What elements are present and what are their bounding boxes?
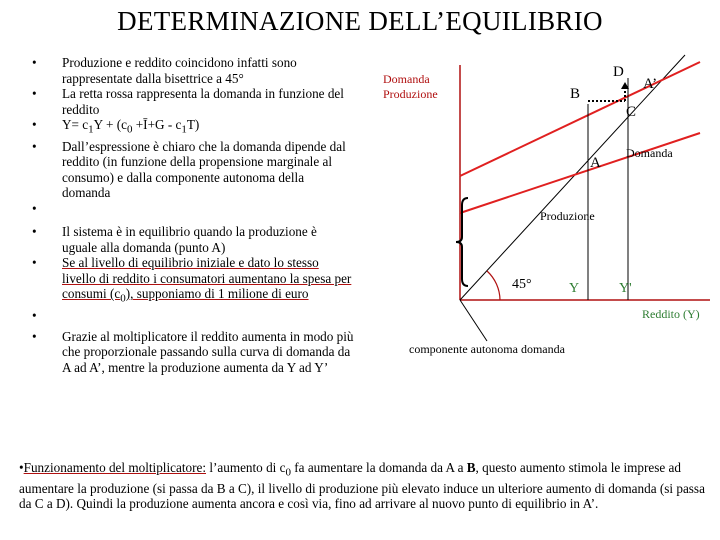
point-A-prime-label: A’: [643, 76, 658, 92]
bullet-item: • Dall’espressione è chiaro che la domanda dipende dal reddito (in funzione della propensione marginale al consumo) e dalla componente autonoma della domanda: [32, 139, 354, 201]
footer-bullet: •: [19, 460, 24, 475]
angle-arc: [487, 271, 500, 300]
page-title: DETERMINAZIONE DELL’EQUILIBRIO: [117, 6, 603, 36]
angle-label: 45°: [512, 277, 532, 292]
tick-label-Y-prime: Y': [619, 281, 632, 296]
bullet-item-formula: • $Y= c_1Y + (c_0$ +Ī+G - $c_1T$): [32, 117, 354, 138]
demand-line-initial: [460, 133, 700, 213]
bullet-item: • Produzione e reddito coincidono infatti sono rappresentate dalla bisettrice a 45°: [32, 55, 354, 86]
y-axis-label: Domanda: [383, 72, 430, 86]
point-A-label: A: [590, 155, 601, 171]
bullet-item: • Grazie al moltiplicatore il reddito aumenta in modo più che proporzionale passando sulla curva di domanda da A ad A’, mentre la produzione aumenta da Y ad Y’: [32, 329, 354, 376]
production-line-label: Produzione: [540, 209, 595, 223]
point-C-label: C: [626, 104, 637, 120]
autonomous-demand-label: componente autonoma domanda: [409, 342, 565, 356]
bullet-item-link[interactable]: • Se al livello di equilibrio iniziale e dato lo stesso livello di reddito i consumatori aumentano la spesa per consumi $(c_0)$, supponiamo di 1 milione di euro: [32, 255, 354, 307]
x-axis-label: Reddito (Y): [642, 307, 700, 321]
footer-lead[interactable]: Funzionamento del moltiplicatore:: [23, 460, 207, 475]
demand-line-label: Domanda: [626, 146, 673, 160]
y-axis-label-2: Produzione: [383, 87, 438, 101]
bullet-item: • La retta rossa rappresenta la domanda in funzione del reddito: [32, 86, 354, 117]
footer-paragraph: •Funzionamento del moltiplicatore: l’aumento di $c_0$ fa aumentare la domanda da A a B, questo aumento stimola le imprese ad aumentare la produzione (si passa da B a C), il livello di produzione più elevato induce un ulteriore aumento di domanda (si passa da C a D). Quindi la produzione aumenta ancora e così via, fino ad arrivare al nuovo punto di equilibrio in A’.: [19, 460, 705, 512]
tick-label-Y: Y: [569, 281, 580, 296]
point-D-label: D: [613, 64, 624, 80]
pointer-autonomous: [460, 300, 487, 341]
point-B-label: B: [570, 86, 581, 102]
bullet-item: • Il sistema è in equilibrio quando la produzione è uguale alla domanda (punto A): [32, 224, 354, 255]
